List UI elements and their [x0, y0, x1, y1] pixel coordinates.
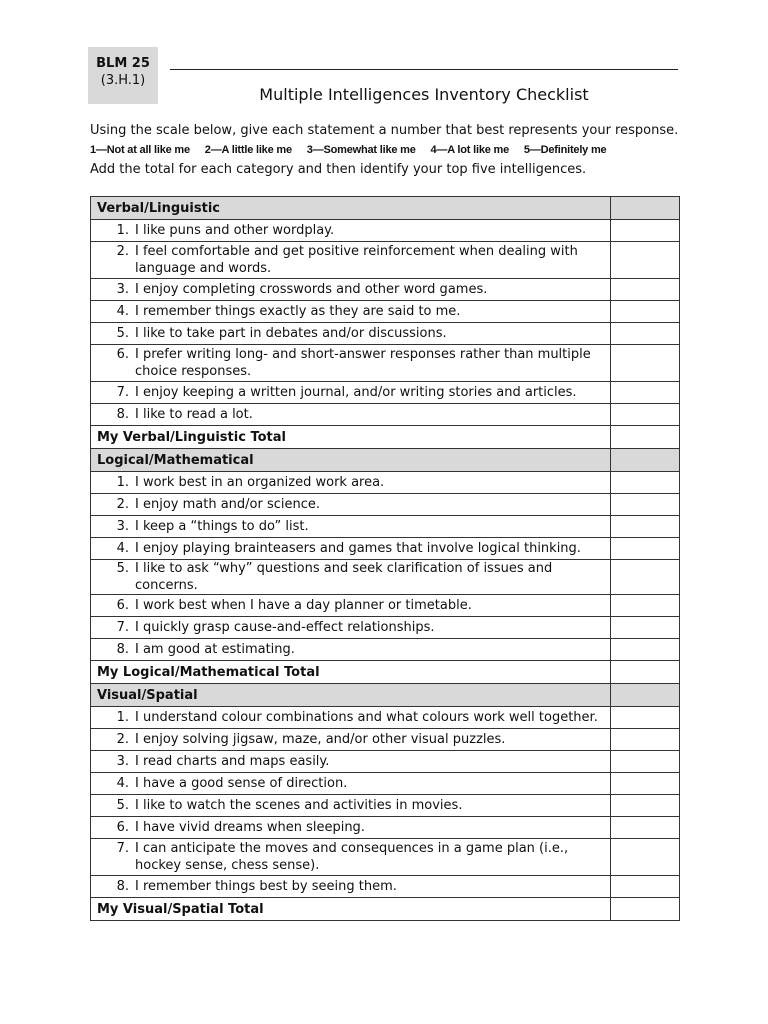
checklist-item: 4. I remember things exactly as they are said to me.: [91, 301, 611, 323]
section-total-row: [91, 661, 680, 684]
checklist-item: 8. I remember things best by seeing them.: [91, 876, 611, 898]
score-cell[interactable]: [611, 345, 680, 382]
total-score-cell[interactable]: [611, 661, 680, 684]
section-heading: Verbal/Linguistic: [91, 197, 611, 220]
checklist-item: 7. I can anticipate the moves and consequences in a game plan (i.e., hockey sense, chess sense).: [91, 839, 611, 876]
checklist-item: 2. I feel comfortable and get positive reinforcement when dealing with language and words.: [91, 242, 611, 279]
checklist-item: 6. I work best when I have a day planner or timetable.: [91, 595, 611, 617]
checklist-item: 7. I enjoy keeping a written journal, and/or writing stories and articles.: [91, 382, 611, 404]
score-cell[interactable]: [611, 404, 680, 426]
blm-label-box: [88, 47, 158, 104]
page-title: Multiple Intelligences Inventory Checklist: [259, 85, 589, 104]
score-cell[interactable]: [611, 876, 680, 898]
checklist-item: 2. I enjoy solving jigsaw, maze, and/or other visual puzzles.: [91, 729, 611, 751]
checklist-item: 5. I like to watch the scenes and activities in movies.: [91, 795, 611, 817]
scale-option: 5—Definitely me: [523, 144, 607, 156]
score-cell[interactable]: [611, 751, 680, 773]
scale-option: 3—Somewhat like me: [306, 144, 416, 156]
scale-option: 2—A little like me: [204, 144, 292, 156]
total-score-cell[interactable]: [611, 426, 680, 449]
section-heading-row: [91, 197, 680, 220]
score-cell[interactable]: [611, 220, 680, 242]
section-heading-row: [91, 449, 680, 472]
checklist-item: 3. I read charts and maps easily.: [91, 751, 611, 773]
checklist-item: 8. I like to read a lot.: [91, 404, 611, 426]
instruction-line-2: Add the total for each category and then identify your top five intelligences.: [90, 162, 587, 177]
checklist-item: 7. I quickly grasp cause-and-effect relationships.: [91, 617, 611, 639]
scale-option: 4—A lot like me: [430, 144, 510, 156]
instruction-line-1: Using the scale below, give each statement a number that best represents your response.: [90, 123, 679, 138]
score-cell[interactable]: [611, 817, 680, 839]
score-cell[interactable]: [611, 472, 680, 494]
section-heading-blank: [611, 197, 680, 220]
checklist-item: 6. I have vivid dreams when sleeping.: [91, 817, 611, 839]
score-cell[interactable]: [611, 795, 680, 817]
checklist-item: 3. I enjoy completing crosswords and other word games.: [91, 279, 611, 301]
score-cell[interactable]: [611, 279, 680, 301]
checklist-item: 4. I have a good sense of direction.: [91, 773, 611, 795]
section-heading: Logical/Mathematical: [91, 449, 611, 472]
score-cell[interactable]: [611, 773, 680, 795]
score-cell[interactable]: [611, 323, 680, 345]
section-heading-row: [91, 684, 680, 707]
section-heading-blank: [611, 449, 680, 472]
section-heading: Visual/Spatial: [91, 684, 611, 707]
rating-scale: [90, 144, 618, 156]
score-cell[interactable]: [611, 729, 680, 751]
scale-option: 1—Not at all like me: [90, 144, 190, 156]
score-cell[interactable]: [611, 538, 680, 560]
blm-code: BLM 25: [96, 56, 150, 71]
checklist-item: 4. I enjoy playing brainteasers and games that involve logical thinking.: [91, 538, 611, 560]
checklist-table: [90, 196, 680, 921]
score-cell[interactable]: [611, 839, 680, 876]
score-cell[interactable]: [611, 301, 680, 323]
blm-reference: (3.H.1): [100, 73, 146, 88]
score-cell[interactable]: [611, 560, 680, 595]
score-cell[interactable]: [611, 617, 680, 639]
checklist-item: 5. I like to take part in debates and/or discussions.: [91, 323, 611, 345]
checklist-item: 1. I understand colour combinations and what colours work well together.: [91, 707, 611, 729]
checklist-item: 3. I keep a “things to do” list.: [91, 516, 611, 538]
section-total-row: [91, 426, 680, 449]
section-total-row: [91, 898, 680, 921]
checklist-item: 5. I like to ask “why” questions and seek clarification of issues and concerns.: [91, 560, 611, 595]
score-cell[interactable]: [611, 494, 680, 516]
header-rule: [170, 69, 678, 70]
score-cell[interactable]: [611, 595, 680, 617]
checklist-item: 6. I prefer writing long- and short-answer responses rather than multiple choice responses.: [91, 345, 611, 382]
checklist-item: 1. I work best in an organized work area.: [91, 472, 611, 494]
total-score-cell[interactable]: [611, 898, 680, 921]
checklist-item: 8. I am good at estimating.: [91, 639, 611, 661]
checklist-item: 1. I like puns and other wordplay.: [91, 220, 611, 242]
section-heading-blank: [611, 684, 680, 707]
section-total-label: My Logical/Mathematical Total: [91, 661, 611, 684]
score-cell[interactable]: [611, 707, 680, 729]
score-cell[interactable]: [611, 639, 680, 661]
section-total-label: My Visual/Spatial Total: [91, 898, 611, 921]
checklist-item: 2. I enjoy math and/or science.: [91, 494, 611, 516]
score-cell[interactable]: [611, 516, 680, 538]
score-cell[interactable]: [611, 382, 680, 404]
section-total-label: My Verbal/Linguistic Total: [91, 426, 611, 449]
score-cell[interactable]: [611, 242, 680, 279]
